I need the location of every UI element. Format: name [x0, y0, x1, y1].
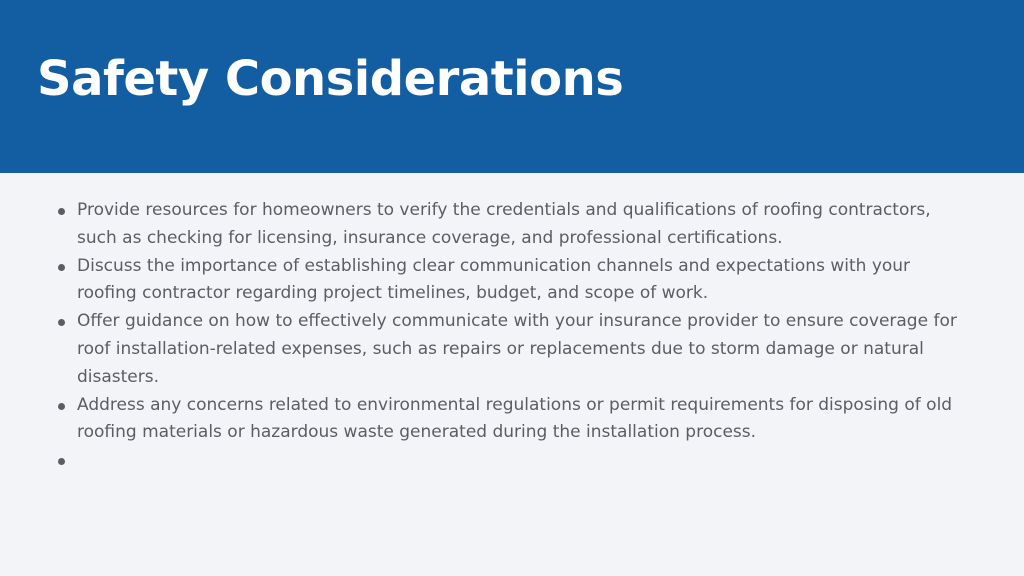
- bullet-text: [77, 447, 957, 475]
- bullet-text: Provide resources for homeowners to verify the credentials and qualifications of roofing contractors, such as checking for licensing, insurance coverage, and professional certifications.: [77, 200, 931, 248]
- bullet-text: Address any concerns related to environmental regulations or permit requirements for disposing of old roofing materials or hazardous waste generated during the installation process.: [77, 394, 953, 443]
- title-banner: [0, 0, 1024, 173]
- page-title: Safety Considerations: [37, 51, 624, 107]
- bullet-list: [0, 197, 1024, 475]
- bullet-dot-icon: [58, 208, 65, 215]
- bullet-text: Offer guidance on how to effectively communicate with your insurance provider to ensure coverage for roof installation-related expenses, such as repairs or replacements due to storm damage or natural disasters.: [77, 311, 957, 387]
- bullet-dot-icon: [58, 403, 65, 410]
- bullet-item: [0, 392, 957, 448]
- bullet-item: [0, 308, 957, 391]
- bullet-dot-icon: [58, 264, 65, 271]
- bullet-dot-icon: [58, 458, 65, 465]
- bullet-dot-icon: [58, 319, 65, 326]
- bullet-item: [0, 253, 957, 309]
- bullet-text: Discuss the importance of establishing clear communication channels and expectations with your roofing contractor regarding project timelines, budget, and scope of work.: [77, 255, 911, 304]
- bullet-item: [0, 197, 957, 253]
- bullet-item-empty: [0, 447, 957, 475]
